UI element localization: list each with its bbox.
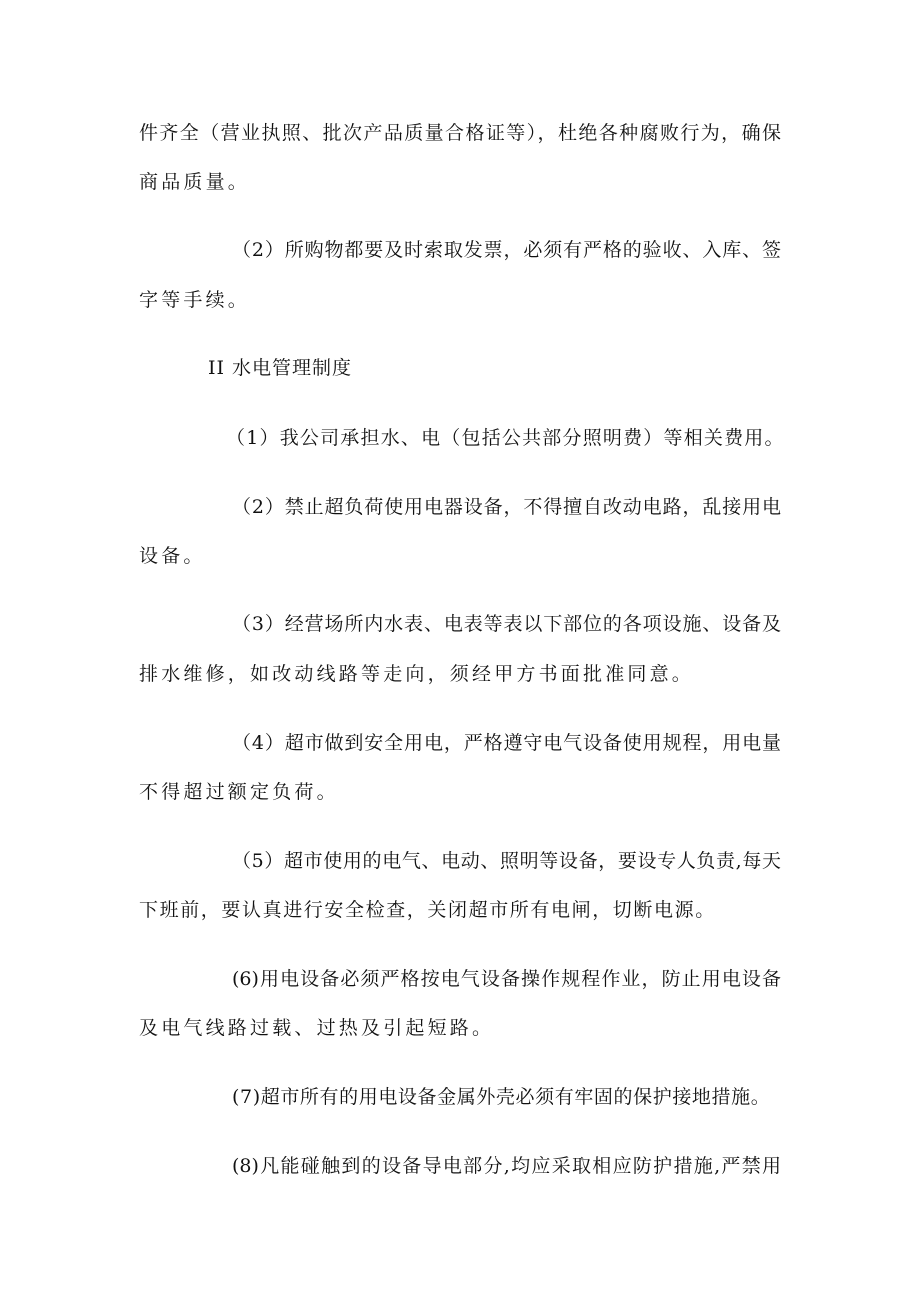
paragraph-line: (8)凡能碰触到的设备导电部分,均应采取相应防护措施,严禁用 xyxy=(232,1155,781,1177)
paragraph-line: 字等手续。 xyxy=(139,289,251,311)
paragraph-line: 排水维修，如改动线路等走向，须经甲方书面批准同意。 xyxy=(139,663,695,685)
paragraph-line: 设备。 xyxy=(139,545,206,567)
paragraph-line: （2）禁止超负荷使用电器设备，不得擅自改动电路，乱接用电 xyxy=(232,496,781,518)
paragraph-line: (7)超市所有的用电设备金属外壳必须有牢固的保护接地措施。 xyxy=(232,1086,771,1108)
paragraph-line: (6)用电设备必须严格按电气设备操作规程作业，防止用电设备 xyxy=(232,968,781,990)
paragraph-line: 件齐全（营业执照、批次产品质量合格证等），杜绝各种腐败行为，确保 xyxy=(139,122,781,144)
paragraph-line: 商品质量。 xyxy=(139,171,251,193)
paragraph-line: （1）我公司承担水、电（包括公共部分照明费）等相关费用。 xyxy=(226,427,785,449)
paragraph-line: 下班前，要认真进行安全检查，关闭超市所有电闸，切断电源。 xyxy=(139,899,716,921)
paragraph-line: （3）经营场所内水表、电表等表以下部位的各项设施、设备及 xyxy=(232,613,781,635)
paragraph-line: （2）所购物都要及时索取发票，必须有严格的验收、入库、签 xyxy=(232,239,781,261)
paragraph-line: 及电气线路过载、过热及引起短路。 xyxy=(139,1017,495,1039)
section-heading: II 水电管理制度 xyxy=(208,357,353,379)
paragraph-line: （4）超市做到安全用电，严格遵守电气设备使用规程，用电量 xyxy=(232,732,781,754)
paragraph-line: 不得超过额定负荷。 xyxy=(139,781,339,803)
paragraph-line: （5）超市使用的电气、电动、照明等设备，要设专人负责,每天 xyxy=(232,850,781,872)
